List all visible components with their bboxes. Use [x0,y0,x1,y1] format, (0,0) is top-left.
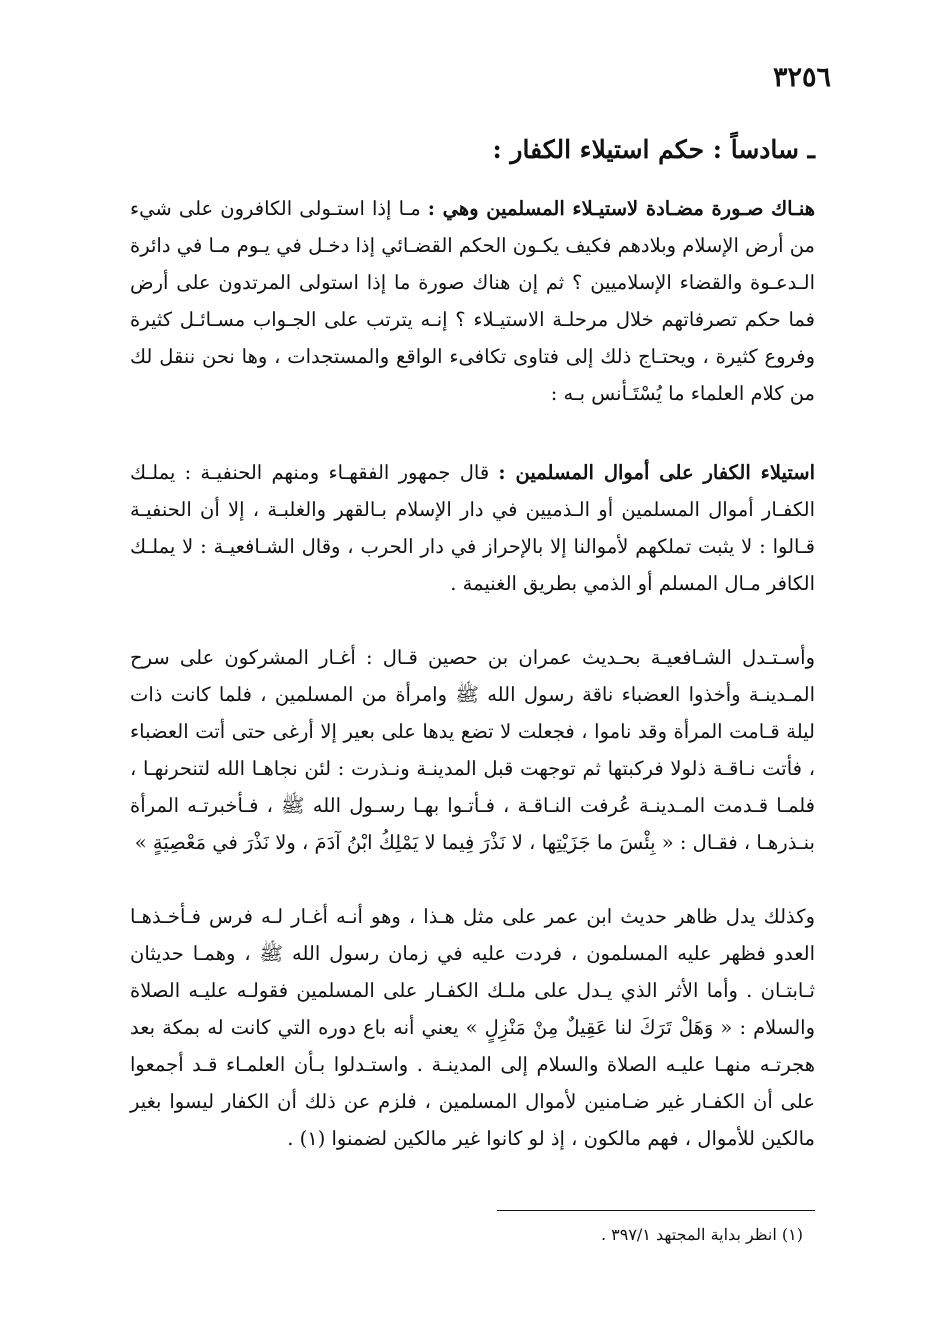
footnote: (١) انظر بداية المجتهد ٣٩٧/١ . [600,1225,803,1244]
paragraph-4-text: وكذلك يدل ظاهر حديث ابن عمر على مثل هـذا ، وهو أنـه أغـار لـه فرس فـأخـذهـا العدو فظهر عليه المسلمون ، فردت عليه في زمان رسول الله ﷺ ، وهمـا حديثان ثـابتـان . وأما الأثر الذي يـدل على ملـك الكفـار على المسلمين فقولـه عليـه الصلاة والسلام : « وَهَلْ تَرَكَ لنا عَقِيلٌ مِنْ مَنْزِلٍ » يعني أنه باع دوره التي كانت له بمكة بعد هجرتـه منهـا عليـه الصلاة والسلام إلى المدينـة . واستـدلوا بـأن العلمـاء قـد أجمعوا على أن الكفـار غير ضـامنين لأموال المسلمين ، فلزم عن ذلك أن الكفار ليسوا بغير مالكين للأموال ، فهم مالكون ، إذ لو كانوا غير مالكين لضمنوا [130,905,815,1150]
footnote-marker: (١) . [287,1127,332,1150]
paragraph-2 [130,454,815,602]
paragraph-1-lead: هنـاك صـورة مضـادة لاستيـلاء المسلمين وهي : [427,197,815,220]
paragraph-1-text: مـا إذا استـولى الكافرون على شيء من أرض الإسلام وبلادهم فكيف يكـون الحكم القضـائي إذا دخـل في يـوم مـا في دائرة الـدعـوة والقضاء الإسلاميين ؟ ثم إن هناك صورة ما إذا استولى المرتدون على أرض فما حكم تصرفاتهم خلال مرحلـة الاستيـلاء ؟ إنـه يترتب على الجـواب مسـائـل كثيرة وفروع كثيرة ، ويحتـاج ذلك إلى فتاوى تكافىء الواقع والمستجدات ، وها نحن ننقل لك من كلام العلماء ما يُسْتَـأنس بـه : [130,197,815,405]
paragraph-2-text: قال جمهور الفقهـاء ومنهم الحنفيـة : يملـك الكفـار أموال المسلمين أو الـذميين في دار الإسلام بـالقهر والغلبـة ، إلا أن الحنفيـة قـالوا : لا يثبت تملكهم لأموالنا إلا بالإحراز في دار الحرب ، وقال الشـافعيـة : لا يملـك الكافر مـال المسلم أو الذمي بطريق الغنيمة . [130,461,815,595]
paragraph-3 [130,639,815,861]
section-heading: ـ سادساً : حكم استيلاء الكفار : [492,135,815,164]
footnote-divider [497,1210,815,1211]
paragraph-2-lead: استيلاء الكفار على أموال المسلمين : [498,461,815,484]
page-number: ٣٢٥٦ [772,62,831,93]
paragraph-1 [130,190,815,412]
paragraph-3-text: وأسـتـدل الشـافعيـة بحـديث عمران بن حصين قـال : أغـار المشركون على سرح المـدينـة وأخذوا العضباء ناقة رسول الله ﷺ وامرأة من المسلمين ، فلما كانت ذات ليلة قـامت المرأة وقد ناموا ، فجعلت لا تضع يدها على بعير إلا أرغى حتى أتت العضباء ، فأتت نـاقـة ذلولا فركبتها ثم توجهت قبل المدينـة ونـذرت : لئن نجاهـا الله لتنحرنهـا ، فلمـا قـدمت المـدينـة عُرفت النـاقـة ، فـأتـوا بهـا رسـول الله ﷺ ، فـأخبرتـه المرأة بنـذرهـا ، فقـال : « بِئْسَ ما جَزَيْتِها ، لا نَذْرَ فِيما لا يَمْلِكُ ابْنُ آدَمَ ، ولا نَذْرَ في مَعْصِيَةٍ » [130,646,816,854]
paragraph-4 [130,898,815,1157]
